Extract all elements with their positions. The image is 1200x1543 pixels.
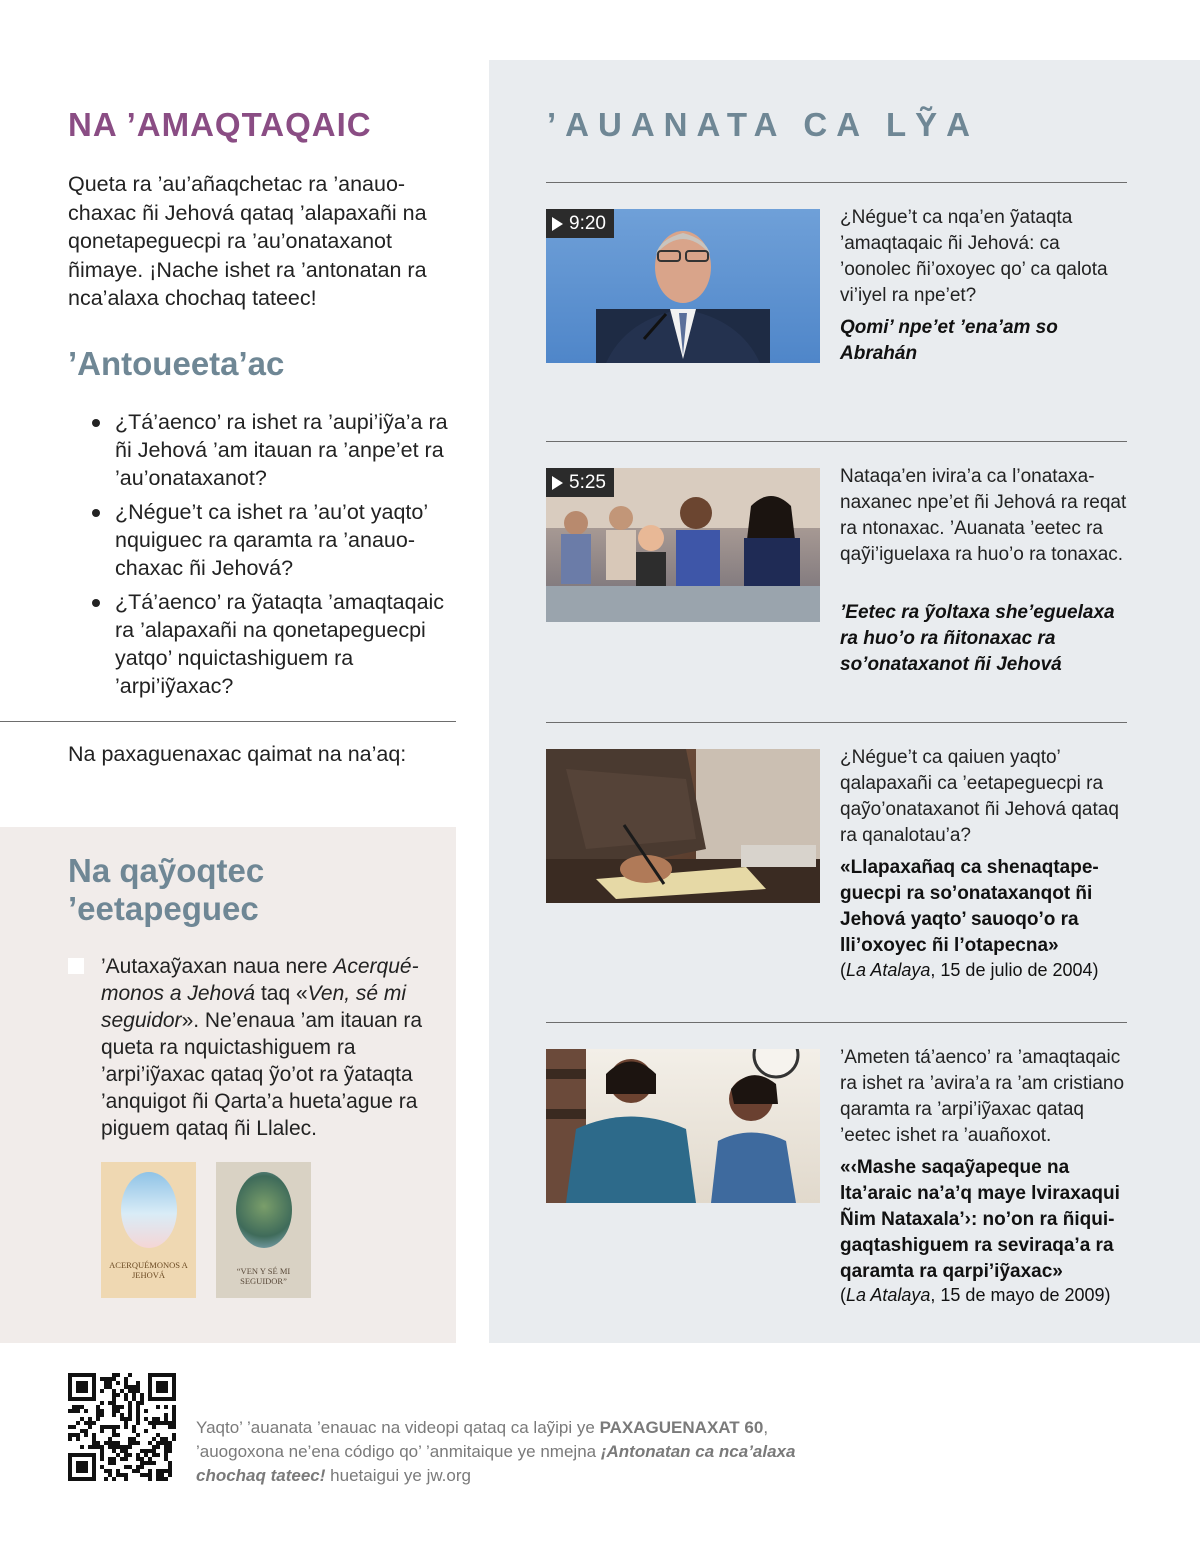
intro-paragraph: Queta ra ’au’añaqchetac ra ’anauochaxac ñi Jehová qataq ’alapaxañi na qonetapeguecpi ra ’au’onataxanot ñimaye. ¡Nache ishet ra ’antonatan ra nca’alaxa chochaq tateec! [68, 172, 427, 310]
bullet-icon [92, 599, 100, 607]
question-text: ¿Tá’aenco’ ra ishet ra ’aupi’iỹa’a ra ñi Jehová ’am itauan ra ’anpe’et ra ’au’onataxanot? [115, 410, 448, 490]
bullet-icon [92, 419, 100, 427]
divider [546, 1022, 1127, 1023]
video-title[interactable]: Qomi’ npe’et ’ena’am so Abrahán [840, 317, 1058, 364]
video-thumbnail[interactable] [546, 468, 820, 622]
study-title: Na qaỹoqtec ’eetapeguec [68, 852, 265, 927]
question-item [92, 408, 454, 492]
discussion-question: ’Ameten tá’aenco’ ra ’amaqtaqaic ra ishet ra ’avira’a ra ’am cristiano qaramta ra ’arpi’iỹaxac qataq ’eetec ishet ra ’auañoxot. [840, 1047, 1125, 1146]
discussion-question: ¿Négue’t ca nqa’en ỹataqta ’amaqtaqaic ñi Jehová: ca ’oonolec ñi’oxoyec qo’ ca qalota vi’iyel ra npe’et? [840, 207, 1108, 306]
video-duration-badge: 5:25 [546, 468, 614, 497]
media-section-title: ’AUANATA CA LỸA [547, 106, 979, 143]
nurses-image [546, 1049, 820, 1203]
book-cover-acerquemonos[interactable] [101, 1162, 196, 1298]
study-checkbox[interactable] [68, 958, 84, 974]
book-cover-art [236, 1172, 292, 1248]
qr-code-icon [68, 1373, 176, 1481]
book-cover-ven-y-se[interactable] [216, 1162, 311, 1298]
article-reference: (La Atalaya, 15 de julio de 2004) [840, 960, 1099, 980]
video-duration-badge: 9:20 [546, 209, 614, 238]
book-cover-title: “VEN Y SÉ MI SEGUIDOR” [236, 1266, 291, 1286]
divider [546, 441, 1127, 442]
study-text: ’Autaxaỹaxan naua nere Acerquémonos a Jehová taq «Ven, sé mi seguidor». Ne’enaua ’am itauan ra queta ra nquictashiguem ra ’arpi’iỹaxac qataq ỹo’ot ra ỹataqta ’anquigot ñi Qarta’a hueta’ague ra piguem qataq ñi Llalec. [101, 955, 423, 1140]
article-image [546, 1049, 820, 1203]
article-title[interactable]: «Llapaxañaq ca shenaqtapeguecpi ra so’onataxanqot ñi Jehová yaqto’ sauoqo’o ra lli’oxoyec ñi l’otapecna» [840, 857, 1099, 956]
play-icon [552, 476, 563, 490]
question-text: ¿Négue’t ca ishet ra ’au’ot yaqto’ nquiguec ra qaramta ra ’anauochaxac ñi Jehová? [115, 500, 428, 580]
book-title-1: Acerquémonos a Jehová [101, 955, 419, 1005]
article-image [546, 749, 820, 903]
discussion-question: ¿Négue’t ca qaiuen yaqto’ qalapaxañi ca ’eetapeguecpi ra qaỹo’onataxanot ñi Jehová qataq ra qanalotau’a? [840, 747, 1119, 846]
question-item [92, 498, 454, 582]
questions-heading: ’Antoueeta’ac [68, 345, 285, 382]
divider [546, 722, 1127, 723]
question-item [92, 588, 454, 700]
discussion-question: Nataqa’en ivira’a ca l’onataxanaxanec npe’et ñi Jehová ra reqat ra ntonaxac. ’Auanata ’eetec ra qaỹi’iguelaxa ra huo’o ra tonaxac. [840, 466, 1127, 565]
bullet-icon [92, 509, 100, 517]
video-title[interactable]: ’Eetec ra ỹoltaxa she’eguelaxa ra huo’o ra ñitonaxac ra so’onataxanot ñi Jehová [840, 602, 1115, 675]
book-cover-art [121, 1172, 177, 1248]
book-title-2: Ven, sé mi seguidor [101, 982, 407, 1032]
play-icon [552, 217, 563, 231]
writing-image [546, 749, 820, 903]
qr-code[interactable] [68, 1373, 176, 1481]
question-text: ¿Tá’aenco’ ra ỹataqta ’amaqtaqaic ra ’alapaxañi na qonetapeguecpi yatqo’ nquictashiguem ra ’arpi’iỹaxac? [115, 590, 445, 698]
article-title[interactable]: «‹Mashe saqaỹapeque na lta’araic na’a’q maye lviraxaqui Ñim Nataxala’›: no’on ra ñiquigaqtashiguem ra seviraqa’a ra qaramta ra qarpi’iỹaxac» [840, 1157, 1120, 1282]
notes-label: Na paxaguenaxac qaimat na na’aq: [68, 742, 407, 766]
video-thumbnail[interactable] [546, 209, 820, 363]
footer-note: Yaqto’ ’auanata ’enauac na videopi qataq ca laỹipi ye PAXAGUENAXAT 60, ’auogoxona ne’ena código qo’ ’anmitaique ye nmejna ¡Antonatan ca nca’alaxa chochaq tateec! huetaigui ye jw.org [196, 1418, 796, 1485]
questions-list [92, 408, 454, 706]
section-title: NA ’AMAQTAQAIC [68, 106, 372, 143]
divider [0, 721, 456, 722]
divider [546, 182, 1127, 183]
book-cover-title: ACERQUÉMONOS A JEHOVÁ [109, 1260, 188, 1280]
article-reference: (La Atalaya, 15 de mayo de 2009) [840, 1285, 1111, 1305]
